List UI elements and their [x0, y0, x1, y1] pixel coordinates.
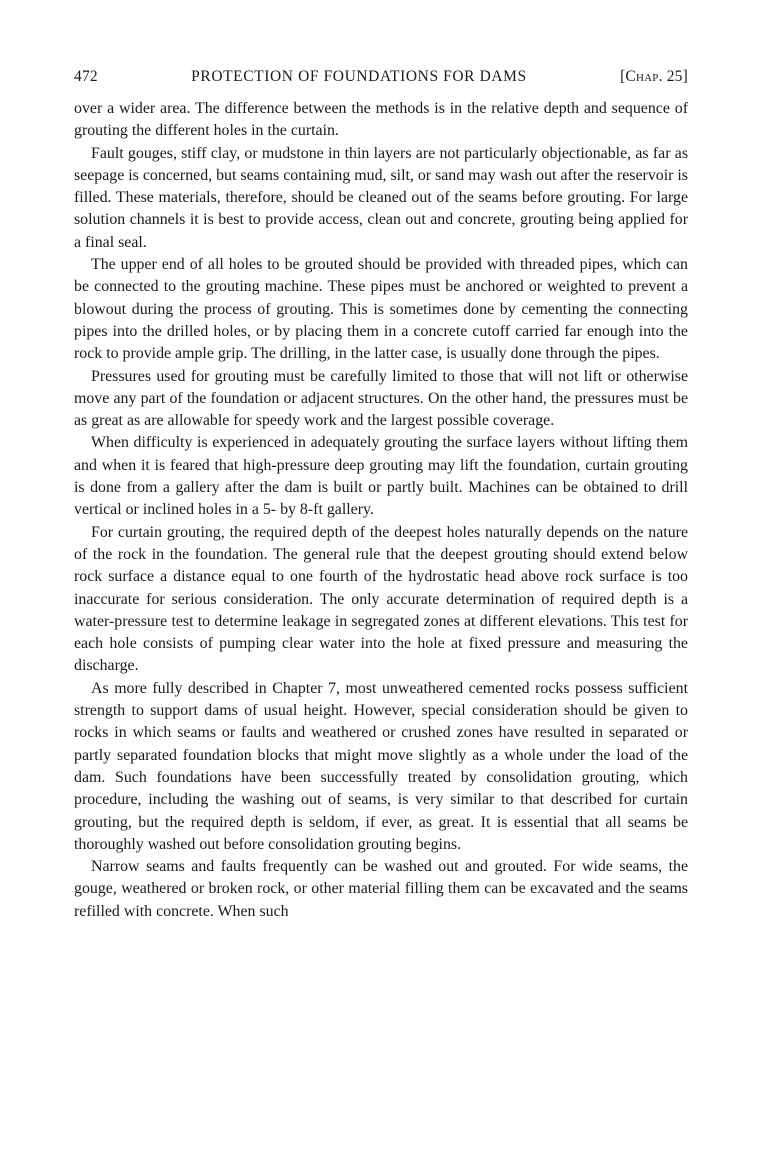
paragraph: The upper end of all holes to be grouted should be provided with threaded pipes, which can be connected to the grouting machine. These pipes must be anchored or weighted to prevent a blowout during the process of grouting. This is sometimes done by cementing the connecting pipes into the drilled holes, or by placing them in a concrete cutoff carried far enough into the rock to provide ample grip. The drilling, in the latter case, is usually done through the pipes.: [74, 256, 688, 363]
page-number: 472: [74, 68, 98, 85]
paragraph: over a wider area. The difference between the methods is in the relative depth and sequence of grouting the different holes in the curtain.: [74, 100, 688, 140]
chapter-label: [Chap. 25]: [620, 68, 688, 85]
paragraph: Pressures used for grouting must be carefully limited to those that will not lift or otherwise move any part of the foundation or adjacent structures. On the other hand, the pressures must be as great as are allowable for speedy work and the largest possible coverage.: [74, 367, 688, 430]
body-text: [74, 98, 688, 923]
paragraph: As more fully described in Chapter 7, most unweathered cemented rocks possess sufficient strength to support dams of usual height. However, special consideration should be given to rocks in which seams or faults and weathered or crushed zones have resulted in separated or partly separated foundation blocks that might move slightly as a whole under the load of the dam. Such foundations have been successfully treated by consolidation grouting, which procedure, including the washing out of seams, is very similar to that described for curtain grouting, but the required depth is seldom, if ever, as great. It is essential that all seams be thoroughly washed out before consolidation grouting begins.: [74, 679, 688, 853]
paragraph: When difficulty is experienced in adequately grouting the surface layers without lifting them and when it is feared that high-pressure deep grouting may lift the foundation, curtain grouting is done from a gallery after the dam is built or partly built. Machines can be obtained to drill vertical or inclined holes in a 5- by 8-ft gallery.: [74, 434, 688, 519]
running-title: PROTECTION OF FOUNDATIONS FOR DAMS: [191, 68, 527, 85]
running-head: [74, 68, 688, 98]
paragraph: For curtain grouting, the required depth of the deepest holes naturally depends on the nature of the rock in the foundation. The general rule that the deepest grouting should extend below rock surface a distance equal to one fourth of the hydrostatic head above rock surface is too inaccurate for serious consideration. The only accurate determination of required depth is a water-pressure test to determine leakage in segregated zones at different elevations. This test for each hole consists of pumping clear water into the hole at fixed pressure and measuring the discharge.: [74, 523, 688, 675]
paragraph: Fault gouges, stiff clay, or mudstone in thin layers are not particularly objectionable, as far as seepage is concerned, but seams containing mud, silt, or sand may wash out after the reservoir is filled. These materials, therefore, should be cleaned out of the seams before grouting. For large solution channels it is best to provide access, clean out and concrete, grouting being applied for a final seal.: [74, 144, 688, 251]
document-page: [74, 68, 688, 923]
paragraph: Narrow seams and faults frequently can be washed out and grouted. For wide seams, the gouge, weathered or broken rock, or other material filling them can be excavated and the seams refilled with concrete. When such: [74, 858, 688, 920]
